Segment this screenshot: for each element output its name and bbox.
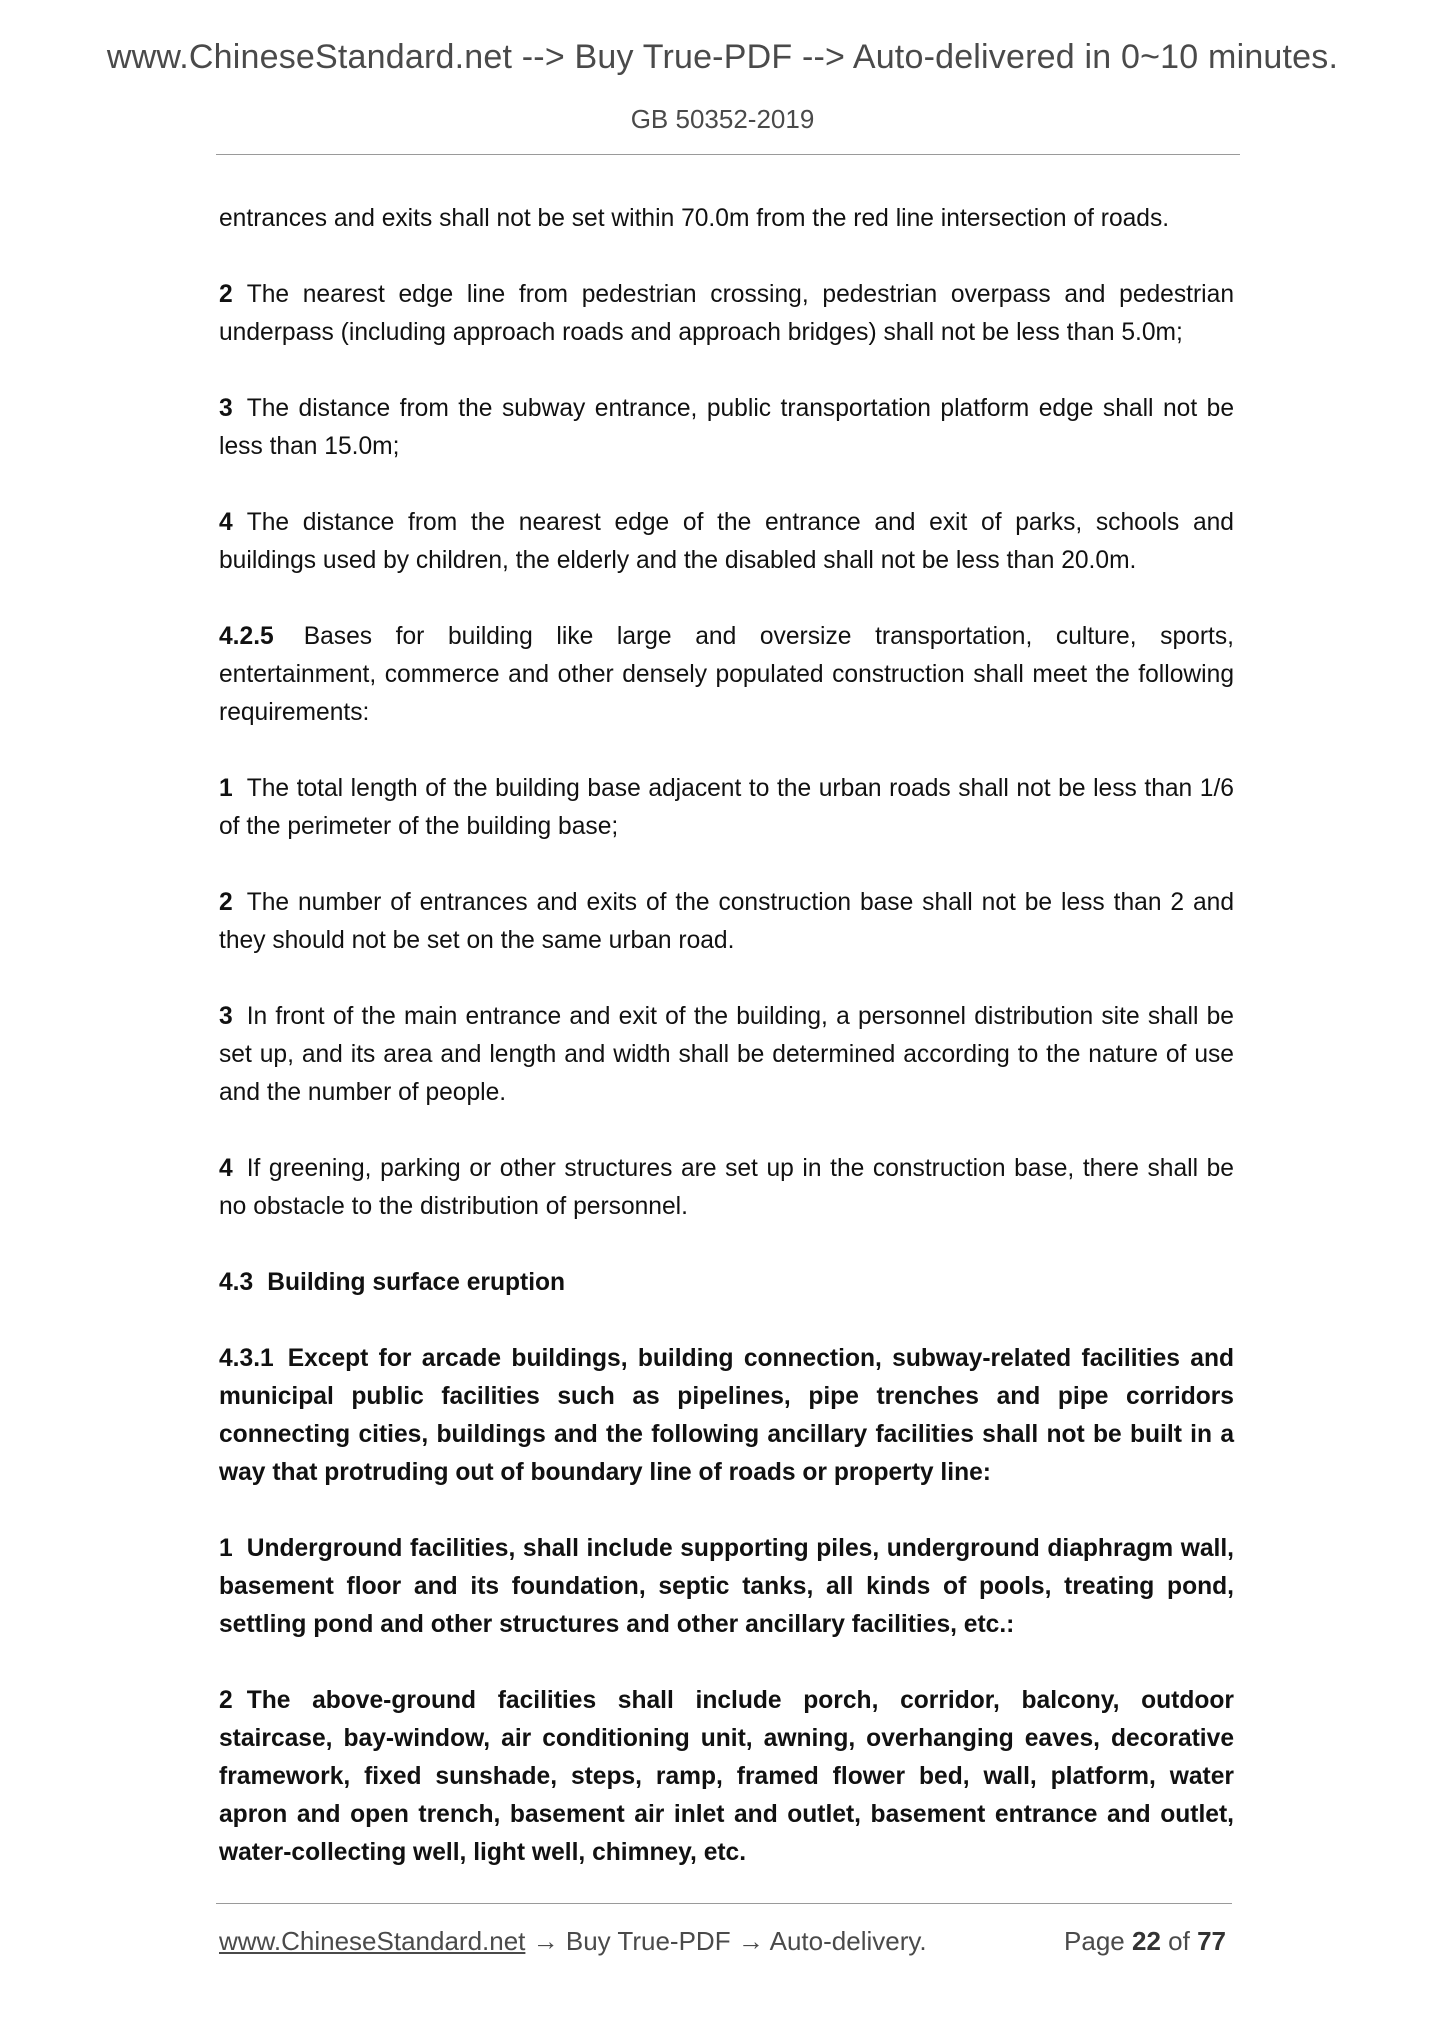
clause-text: The above-ground facilities shall include porch, corridor, balcony, outdoor staircase, bay-window, air conditioning unit, awning, overhanging eaves, decorative framework, fixed sunshade, steps, ramp, framed flower bed, wall, platform, water apron and open trench, basement air inlet and outlet, basement entrance and outlet, water-collecting well, light well, chimney, etc.	[219, 1687, 1234, 1866]
clause-text: The total length of the building base adjacent to the urban roads shall not be less than 1/6 of the perimeter of the building base;	[219, 775, 1234, 840]
clause-text: Except for arcade buildings, building connection, subway-related facilities and municipal public facilities such as pipelines, pipe trenches and pipe corridors connecting cities, buildings and the following ancillary facilities shall not be built in a way that protruding out of boundary line of roads or property line:	[219, 1345, 1234, 1486]
clause-item	[219, 504, 1234, 580]
clause-number: 3	[219, 395, 233, 422]
clause-text: Bases for building like large and oversize transportation, culture, sports, entertainment, commerce and other densely populated construction shall meet the following requirements:	[219, 623, 1234, 726]
clause-text: In front of the main entrance and exit of the building, a personnel distribution site shall be set up, and its area and length and width shall be determined according to the nature of use and the number of people.	[219, 1003, 1234, 1106]
clause-number: 1	[219, 775, 233, 802]
clause-number: 2	[219, 281, 233, 308]
clause-item	[219, 998, 1234, 1112]
page-number: 22	[1132, 1926, 1161, 1956]
footer-divider	[216, 1903, 1232, 1904]
section-title: Building surface eruption	[267, 1269, 566, 1296]
page-footer	[219, 1926, 1234, 1957]
clause-number: 3	[219, 1003, 233, 1030]
clause-number: 2	[219, 889, 233, 916]
page-label: Page	[1064, 1926, 1125, 1956]
clause-text: The nearest edge line from pedestrian crossing, pedestrian overpass and pedestrian underpass (including approach roads and approach bridges) shall not be less than 5.0m;	[219, 281, 1234, 346]
clause-number: 4.2.5	[219, 623, 274, 650]
clause-text: Underground facilities, shall include supporting piles, underground diaphragm wall, basement floor and its foundation, septic tanks, all kinds of pools, treating pond, settling pond and other structures and other ancillary facilities, etc.:	[219, 1535, 1234, 1638]
document-body	[219, 200, 1234, 1910]
document-code: GB 50352-2019	[630, 104, 815, 134]
clause-text: The distance from the nearest edge of the entrance and exit of parks, schools and buildings used by children, the elderly and the disabled shall not be less than 20.0m.	[219, 509, 1234, 574]
clause-item	[219, 770, 1234, 846]
clause-number: 2	[219, 1687, 233, 1714]
arrow-right-icon: →	[737, 1926, 764, 1956]
clause-text: If greening, parking or other structures are set up in the construction base, there shall be no obstacle to the distribution of personnel.	[219, 1155, 1234, 1220]
paragraph: entrances and exits shall not be set within 70.0m from the red line intersection of roads.	[219, 205, 1170, 232]
page-total: 77	[1197, 1926, 1226, 1956]
clause-text: The number of entrances and exits of the construction base shall not be less than 2 and they should not be set on the same urban road.	[219, 889, 1234, 954]
clause-section	[219, 618, 1234, 732]
header-divider	[216, 154, 1240, 155]
clause-item	[219, 884, 1234, 960]
site-link[interactable]: www.ChineseStandard.net	[219, 1926, 526, 1956]
clause-section	[219, 1340, 1234, 1492]
clause-number: 4	[219, 1155, 233, 1182]
clause-item	[219, 1682, 1234, 1872]
clause-number: 4.3.1	[219, 1345, 274, 1372]
clause-item	[219, 1150, 1234, 1226]
delivery-text: Auto-delivery.	[769, 1926, 927, 1956]
site-banner: www.ChineseStandard.net --> Buy True-PDF --> Auto-delivered in 0~10 minutes.	[106, 38, 1339, 76]
section-heading	[219, 1264, 1234, 1302]
page-indicator	[1064, 1926, 1226, 1957]
clause-text: The distance from the subway entrance, public transportation platform edge shall not be less than 15.0m;	[219, 395, 1234, 460]
clause-number: 1	[219, 1535, 233, 1562]
clause-item	[219, 390, 1234, 466]
buy-text: Buy True-PDF	[565, 1926, 731, 1956]
arrow-right-icon: →	[532, 1926, 559, 1956]
clause-item	[219, 1530, 1234, 1644]
clause-number: 4	[219, 509, 233, 536]
clause-item	[219, 276, 1234, 352]
section-number: 4.3	[219, 1269, 254, 1296]
of-label: of	[1168, 1926, 1190, 1956]
